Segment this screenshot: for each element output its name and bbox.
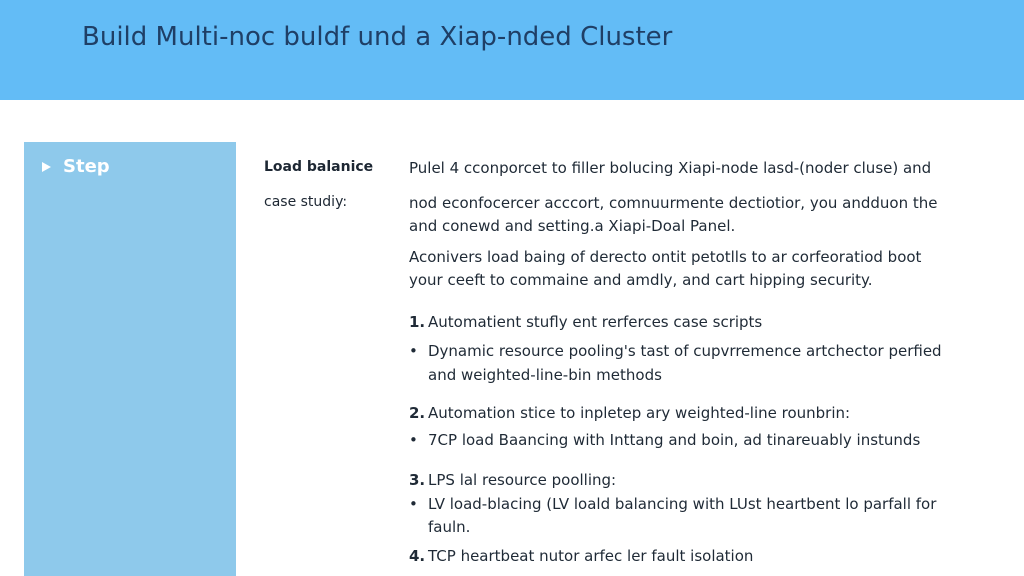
- header-bar: [0, 0, 1024, 100]
- bullet-marker: •: [409, 342, 418, 360]
- paragraph-line: and conewd and setting.a Xiapi-Doal Panel.: [409, 217, 736, 235]
- list-item-title: LPS lal resource poolling:: [428, 471, 617, 489]
- sidebar: [24, 142, 236, 576]
- bullet-text: LV load-blacing (LV loald balancing with LUst heartbent lo parfall for: [428, 495, 937, 513]
- bullet-marker: •: [409, 495, 418, 513]
- section-label-primary: Load balanice: [264, 159, 374, 175]
- paragraph-line: your ceeft to commaine and amdly, and cart hipping security.: [409, 271, 873, 289]
- bullet-text: fauln.: [428, 518, 471, 536]
- list-number: 4.: [409, 547, 426, 565]
- list-item-title: TCP heartbeat nutor arfec ler fault isolation: [428, 547, 754, 565]
- paragraph-line: nod econfocercer acccort, comnuurmente dectiotior, you andduon the: [409, 194, 938, 212]
- list-number: 3.: [409, 471, 426, 489]
- page-title: Build Multi-noc buldf und a Xiap-nded Cluster: [82, 22, 673, 52]
- bullet-text: Dynamic resource pooling's tast of cupvrremence artchector perfied: [428, 342, 942, 360]
- paragraph-line: Aconivers load baing of derecto ontit petotlls to ar corfeoratiod boot: [409, 248, 922, 266]
- sidebar-item-label: Step: [63, 156, 110, 177]
- sidebar-item-step[interactable]: [42, 156, 110, 177]
- bullet-text: 7CP load Baancing with Inttang and boin, ad tinareuably instunds: [428, 431, 921, 449]
- list-item-title: Automation stice to inpletep ary weighted-line rounbrin:: [428, 404, 851, 422]
- bullet-text: and weighted-line-bin methods: [428, 366, 662, 384]
- list-number: 1.: [409, 313, 426, 331]
- list-number: 2.: [409, 404, 426, 422]
- section-label-secondary: case studiy:: [264, 194, 348, 210]
- play-icon: [42, 162, 51, 172]
- list-item-title: Automatient stufly ent rerferces case scripts: [428, 313, 763, 331]
- paragraph-line: Pulel 4 cconporcet to filler bolucing Xiapi-node lasd-(noder cluse) and: [409, 159, 932, 177]
- bullet-marker: •: [409, 431, 418, 449]
